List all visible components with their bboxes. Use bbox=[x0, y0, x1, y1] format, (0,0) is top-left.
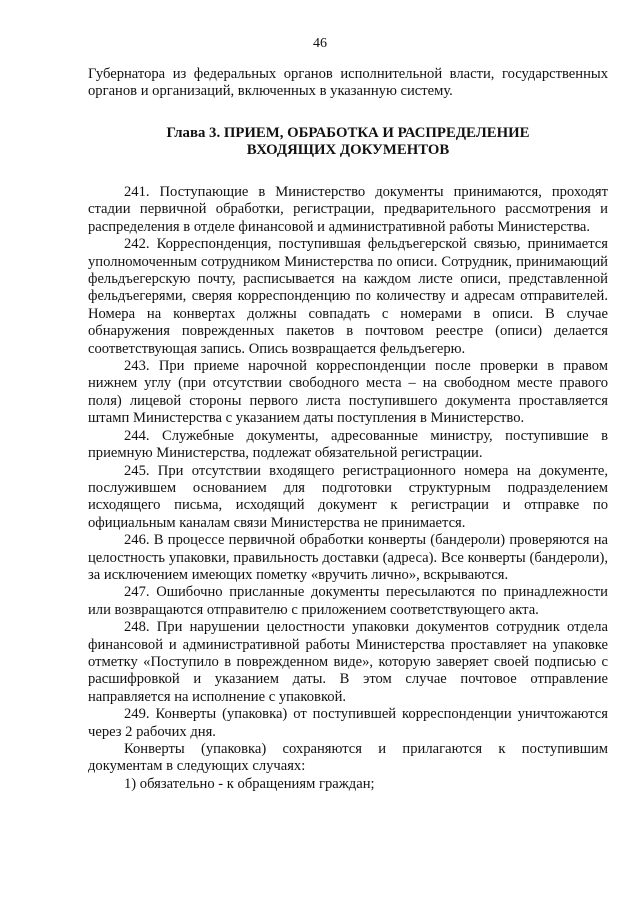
list-item-1: 1) обязательно - к обращениям граждан; bbox=[124, 775, 375, 792]
lead-paragraph: Губернатора из федеральных органов исполнительной власти, государственных органов и организаций, включенных в указанную систему. bbox=[88, 66, 608, 100]
page-number: 46 bbox=[313, 36, 327, 51]
paragraph-249: 249. Конверты (упаковка) от поступившей корреспонденции уничтожаются через 2 рабочих дня. bbox=[88, 706, 608, 740]
paragraph-244: 244. Служебные документы, адресованные министру, поступившие в приемную Министерства, подлежат обязательной регистрации. bbox=[88, 427, 608, 462]
paragraph-243: 243. При приеме нарочной корреспонденции после проверки в правом нижнем углу (при отсутствии свободного места – на свободном месте правого поля) лицевой стороны первого листа поступившего документа проставляется штамп Министерства с указанием даты поступления в Министерство. bbox=[88, 358, 608, 427]
paragraph-242: 242. Корреспонденция, поступившая фельдъегерской связью, принимается уполномоченным сотрудником Министерства по описи. Сотрудник, принимающий фельдъегерскую почту, расписывается на каждом листе описи, представленной фельдъегерями, сверяя корреспонденцию по количеству и адресам отправителей. Номера на конвертах должны совпадать с номерами в описи. В случае обнаружения поврежденных пакетов в почтовом реестре (описи) делается соответствующая запись. Опись возвращается фельдъегерю. bbox=[88, 236, 608, 357]
paragraph-241: 241. Поступающие в Министерство документы принимаются, проходят стадии первичной обработки, регистрации, предварительного рассмотрения и распределения в отделе финансовой и административной работы Министерства. bbox=[88, 184, 608, 235]
document-body bbox=[88, 66, 608, 793]
paragraph-247: 247. Ошибочно присланные документы пересылаются по принадлежности или возвращаются отправителю с приложением соответствующего акта. bbox=[88, 584, 608, 618]
paragraph-envelopes-kept: Конверты (упаковка) сохраняются и прилагаются к поступившим документам в следующих случаях: bbox=[88, 741, 608, 775]
chapter-heading-line-2: ВХОДЯЩИХ ДОКУМЕНТОВ bbox=[246, 142, 450, 159]
paragraph-245: 245. При отсутствии входящего регистрационного номера на документе, послужившем основанием для подготовки структурным подразделением исходящего письма, исходящий документ к регистрации и отправке по официальным каналам связи Министерства не принимается. bbox=[88, 462, 608, 531]
chapter-heading bbox=[88, 125, 608, 160]
chapter-heading-line-1: Глава 3. ПРИЕМ, ОБРАБОТКА И РАСПРЕДЕЛЕНИЕ bbox=[166, 124, 530, 141]
paragraph-246: 246. В процессе первичной обработки конверты (бандероли) проверяются на целостность упаковки, правильность доставки (адреса). Все конверты (бандероли), за исключением имеющих пометку «вручить лично», вскрываются. bbox=[88, 532, 608, 583]
paragraph-248: 248. При нарушении целостности упаковки документов сотрудник отдела финансовой и административной работы Министерства проставляет на упаковке отметку «Поступило в поврежденном виде», которую заверяет своей подписью с расшифровкой и указанием даты. В этом случае почтовое отправление направляется на исполнение с упаковкой. bbox=[88, 619, 608, 705]
